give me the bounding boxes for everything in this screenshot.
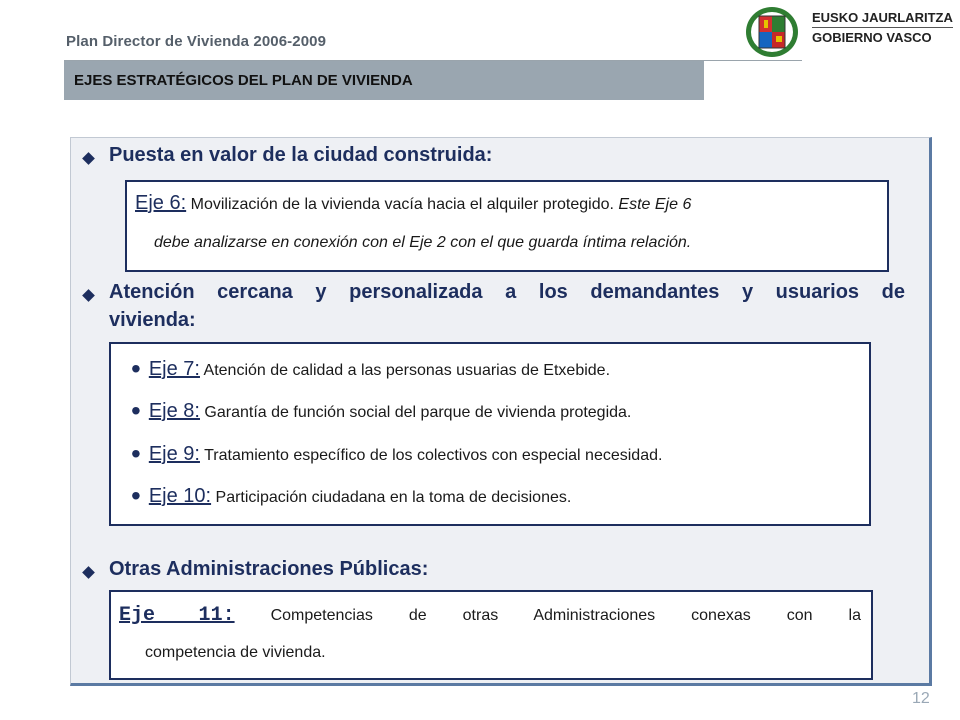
diamond-bullet-icon — [82, 289, 95, 302]
eje-11-text-line2: competencia de vivienda. — [145, 644, 326, 661]
section-heading-ciudad: Puesta en valor de la ciudad construida: — [109, 144, 493, 166]
eje-6-text: Movilización de la vivienda vacía hacia el alquiler protegido. — [190, 196, 614, 213]
bullet-dot-icon: • — [131, 395, 141, 426]
bullet-dot-icon: • — [131, 438, 141, 469]
diamond-bullet-icon — [82, 566, 95, 579]
eje-9-item — [131, 435, 662, 467]
section-heading-atencion-line2: vivienda: — [109, 309, 196, 331]
eje-11-box — [109, 590, 873, 680]
section-heading-administraciones: Otras Administraciones Públicas: — [109, 558, 429, 580]
bullet-dot-icon: • — [131, 480, 141, 511]
eje-11-text-line1: Competencias de otras Administraciones conexas con la — [270, 607, 861, 624]
eje-9-text: Tratamiento específico de los colectivos con especial necesidad. — [204, 447, 663, 464]
section-heading-atencion-line1: Atención cercana y personalizada a los demandantes y usuarios de — [109, 281, 905, 303]
bullet-dot-icon: • — [131, 353, 141, 384]
eje-7-label: Eje 7: — [148, 358, 200, 380]
eje-6-note: debe analizarse en conexión con el Eje 2 con el que guarda íntima relación. — [154, 234, 692, 251]
eje-6-note-start: Este Eje 6 — [618, 196, 692, 213]
eje-6-box — [125, 180, 889, 272]
eje-8-label: Eje 8: — [148, 400, 200, 422]
section-title-bar — [64, 61, 704, 100]
eje-7-text: Atención de calidad a las personas usuarias de Etxebide. — [203, 362, 611, 379]
brand-line-basque: EUSKO JAURLARITZA — [812, 9, 953, 29]
brand-line-spanish: GOBIERNO VASCO — [812, 30, 932, 45]
eje-11-label: Eje 11: — [119, 604, 235, 627]
brand-name — [812, 9, 953, 46]
content-panel — [70, 137, 932, 686]
ejes-7-10-box — [109, 342, 871, 526]
eje-6-line — [135, 192, 691, 215]
eje-9-label: Eje 9: — [148, 443, 200, 465]
eje-6-label: Eje 6: — [135, 192, 187, 214]
eje-8-text: Garantía de función social del parque de vivienda protegida. — [204, 404, 632, 421]
page-number: 12 — [912, 690, 930, 707]
eje-10-label: Eje 10: — [148, 485, 212, 507]
eje-11-line1 — [119, 604, 861, 627]
basque-government-emblem-icon — [745, 6, 799, 58]
eje-10-text: Participación ciudadana en la toma de decisiones. — [215, 489, 572, 506]
eje-7-item — [131, 350, 610, 382]
eje-8-item — [131, 392, 631, 424]
section-title: EJES ESTRATÉGICOS DEL PLAN DE VIVIENDA — [74, 72, 413, 89]
diamond-bullet-icon — [82, 152, 95, 165]
eje-10-item — [131, 477, 571, 509]
document-title: Plan Director de Vivienda 2006-2009 — [66, 33, 327, 50]
